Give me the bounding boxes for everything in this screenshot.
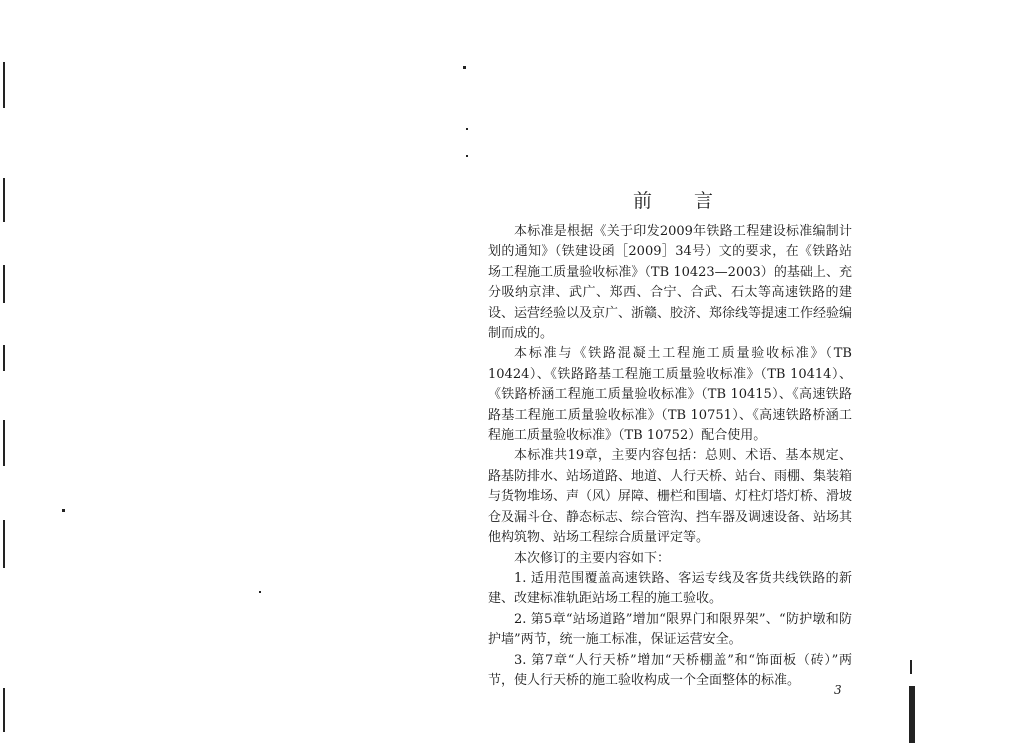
scan-mark-dot-2 [466, 128, 468, 130]
paragraph: 3. 第7章“人行天桥”增加“天桥棚盖”和“饰面板（砖）”两节，使人行天桥的施工验收构成一个全面整体的标准。 [488, 652, 852, 688]
scan-mark-left-2 [3, 178, 5, 222]
scan-mark-left-3 [3, 265, 5, 303]
scan-mark-left-4 [3, 345, 5, 371]
scan-mark-left-6 [3, 520, 5, 568]
page-number: 3 [834, 683, 842, 697]
scan-mark-dot-5 [259, 591, 261, 593]
scan-mark-dot-1 [463, 66, 466, 69]
scan-mark-dot-4 [62, 509, 65, 512]
paragraph: 1. 适用范围覆盖高速铁路、客运专线及客货共线铁路的新建、改建标准轨距站场工程的施工验收。 [488, 570, 852, 607]
scan-mark-left-5 [3, 420, 5, 466]
paragraph: 本标准共19章，主要内容包括：总则、术语、基本规定、路基防排水、站场道路、地道、人行天桥、站台、雨棚、集装箱与货物堆场、声（风）屏障、栅栏和围墙、灯柱灯塔灯桥、滑坡仓及漏斗仓、静态标志、综合管沟、挡车器及调速设备、站场其他构筑物、站场工程综合质量评定等。 [488, 448, 853, 546]
paragraph: 本次修订的主要内容如下： [514, 550, 671, 566]
paragraph: 本标准是根据《关于印发2009年铁路工程建设标准编制计划的通知》（铁建设函［2009］34号）文的要求，在《铁路站场工程施工质量验收标准》（TB 10423—2003）的基础上、充分吸纳京津、武广、郑西、合宁、合武、石太等高速铁路的建设、运营经验以及京广、浙赣、胶济、郑徐线等提速工作经验编制而成的。 [488, 224, 853, 342]
scan-mark-right-2 [909, 686, 915, 743]
paragraph: 2. 第5章“站场道路”增加“限界门和限界架”、“防护墩和防护墙”两节，统一施工标准，保证运营安全。 [488, 611, 852, 648]
scan-mark-left-1 [3, 62, 5, 108]
body-text [488, 222, 852, 691]
paragraph: 本标准与《铁路混凝土工程施工质量验收标准》（TB 10424）、《铁路路基工程施工质量验收标准》（TB 10414）、《铁路桥涵工程施工质量验收标准》（TB 10415）、《高速铁路路基工程施工质量验收标准》（TB 10751）、《高速铁路桥涵工程施工质量验收标准》（TB 10752）配合使用。 [488, 346, 852, 444]
scan-mark-left-7 [3, 688, 5, 732]
scan-mark-dot-3 [466, 155, 468, 157]
scan-mark-right-1 [910, 660, 912, 674]
page-title: 前言 [633, 190, 756, 212]
